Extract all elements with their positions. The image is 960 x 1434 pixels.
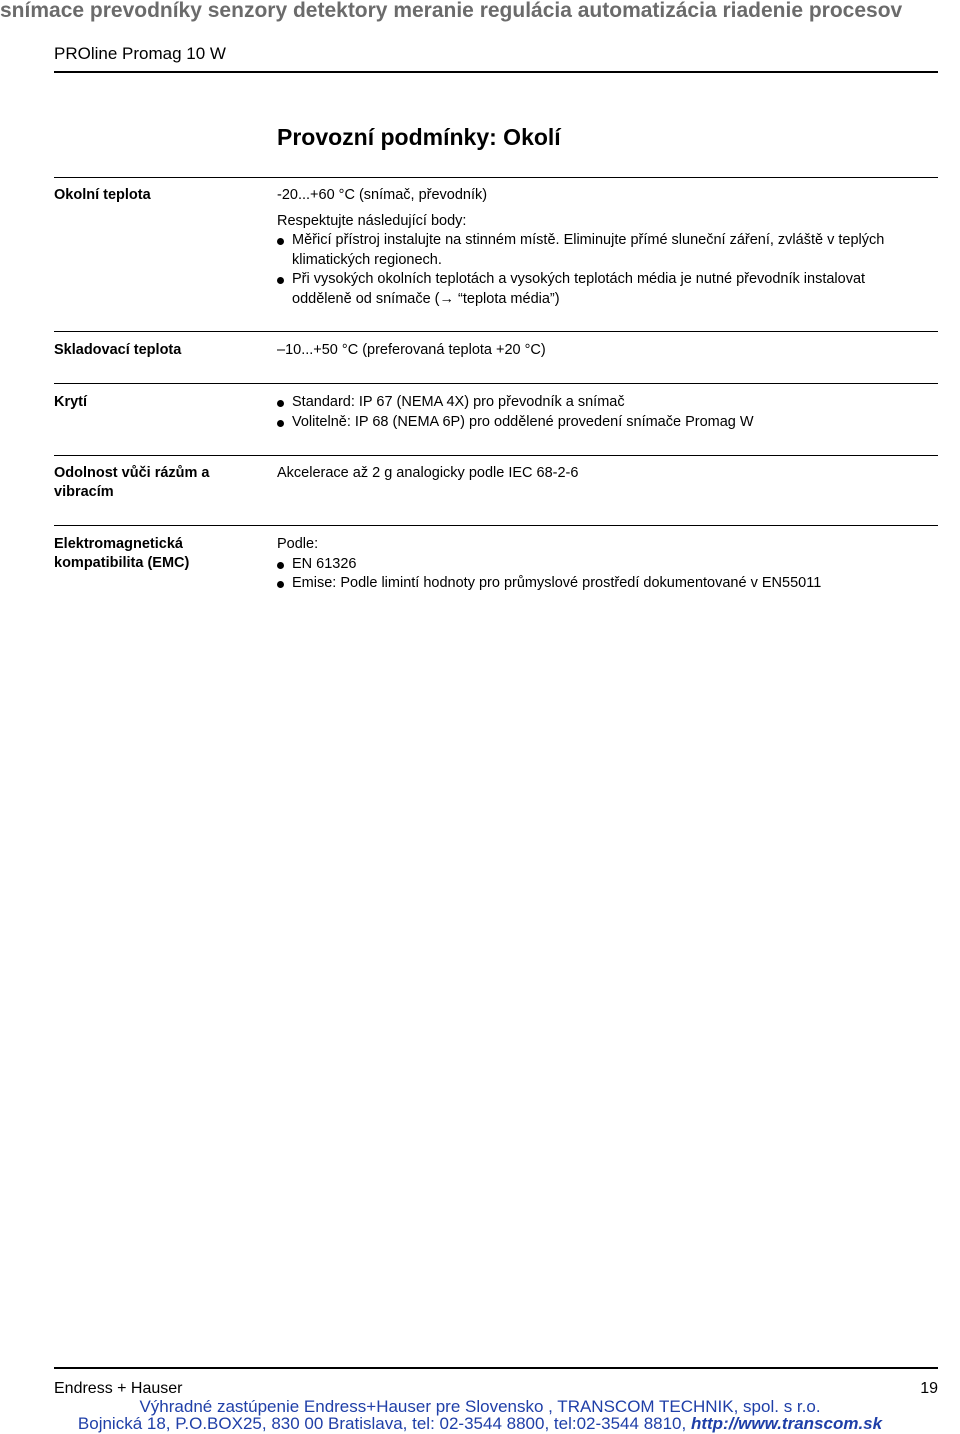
section-title: Provozní podmínky: Okolí xyxy=(277,124,561,150)
row-label-shock-vibration: Odolnost vůči rázům a vibracím xyxy=(54,465,210,500)
product-name: PROline Promag 10 W xyxy=(54,44,226,63)
contact-line-1: Výhradné zastúpenie Endress+Hauser pre Slovensko , TRANSCOM TECHNIK, spol. s r.o. xyxy=(139,1397,821,1416)
row-value-protection xyxy=(277,393,927,432)
contact-block xyxy=(0,1398,960,1432)
row-value-emc xyxy=(277,535,927,594)
row-label-storage-temperature: Skladovací teplota xyxy=(54,342,182,358)
row-value-ambient-temperature xyxy=(277,186,927,309)
emc-intro: Podle: xyxy=(277,536,319,552)
list-item: Volitelně: IP 68 (NEMA 6P) pro oddělené provedení snímače Promag W xyxy=(277,413,927,433)
row-label-protection: Krytí xyxy=(54,394,88,410)
list-item: Standard: IP 67 (NEMA 4X) pro převodník a snímač xyxy=(277,393,927,413)
emc-bullet-list xyxy=(277,555,927,594)
list-item: Měřicí přístroj instalujte na stinném místě. Eliminujte přímé sluneční záření, zvláště v teplých klimatických regionech. xyxy=(277,231,927,270)
row-value-storage-temperature: –10...+50 °C (preferovaná teplota +20 °C) xyxy=(277,342,546,358)
row-divider xyxy=(54,383,938,384)
row-value-shock-vibration: Akcelerace až 2 g analogicky podle IEC 68-2-6 xyxy=(277,465,579,481)
header-divider xyxy=(54,71,938,73)
row-label-emc: Elektromagnetická kompatibilita (EMC) xyxy=(54,536,190,571)
contact-address: Bojnická 18, P.O.BOX25, 830 00 Bratislava, tel: 02-3544 8800, tel:02-3544 8810, xyxy=(77,1414,687,1433)
ambient-bullet-list xyxy=(277,231,927,309)
footer-company: Endress + Hauser xyxy=(54,1380,183,1397)
website-link[interactable]: http://www.transcom.sk xyxy=(690,1414,883,1433)
row-divider xyxy=(54,525,938,526)
row-label-ambient-temperature: Okolní teplota xyxy=(54,187,151,203)
contact-line-2 xyxy=(0,1415,960,1432)
list-item: EN 61326 xyxy=(277,555,927,575)
footer-divider xyxy=(54,1367,938,1369)
ambient-intro: Respektujte následující body: xyxy=(277,212,467,229)
banner-text: snímace prevodníky senzory detektory meranie regulácia automatizácia riadenie procesov xyxy=(0,0,903,22)
protection-bullet-list xyxy=(277,393,927,432)
row-divider xyxy=(54,177,938,178)
ambient-temperature-range: -20...+60 °C (snímač, převodník) xyxy=(277,187,488,203)
list-item: Emise: Podle limintí hodnoty pro průmyslové prostředí dokumentované v EN55011 xyxy=(277,574,927,594)
list-item: Při vysokých okolních teplotách a vysokých teplotách média je nutné převodník instalovat odděleně od snímače (→ “teplota média”) xyxy=(277,270,927,309)
page-number: 19 xyxy=(920,1380,938,1397)
row-divider xyxy=(54,331,938,332)
row-divider xyxy=(54,455,938,456)
